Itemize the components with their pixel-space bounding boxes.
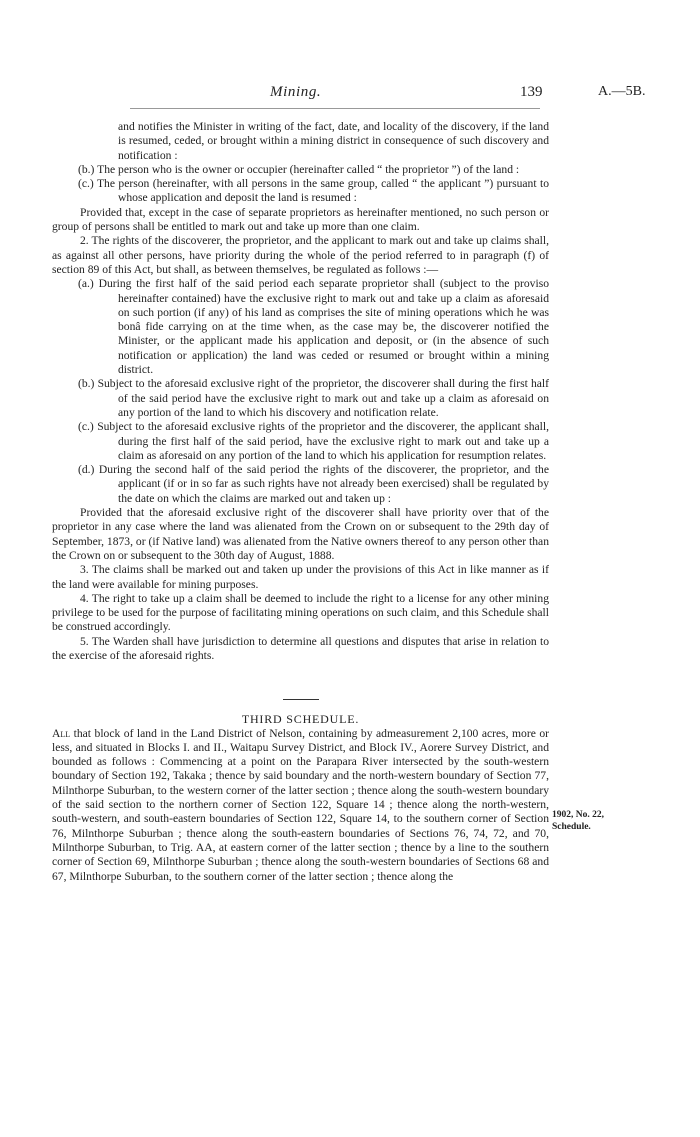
subclause-a: (a.) During the first half of the said period each separate proprietor shall (subject to the proviso hereinafter contained) have the exclusive right to mark out and take up a claim as aforesaid on such portion (if any) of his land as comprises the site of mining operations which he was bonâ fide carrying on at the time when, as the case may be, the discoverer notified the Minister, or the applicant made his application and deposit, or (in the absence of such notification or application) the land was ceded or resumed or brought within a mining district. [78, 277, 549, 377]
subclause-d: (d.) During the second half of the said period the rights of the discoverer, the proprietor, and the applicant (if or in so far as such rights have not already been exercised) shall be regulated by the date on which the claims are marked out and taken up : [78, 463, 549, 505]
margin-note [552, 809, 642, 833]
paragraph-3: 3. The claims shall be marked out and taken up under the provisions of this Act in like manner as if the land were available for mining purposes. [52, 563, 549, 591]
schedule-body-text: that block of land in the Land District of Nelson, containing by admeasurement 2,100 acres, more or less, and situated in Blocks I. and II., Waitapu Survey District, and Block IV., Aorere Survey District, and bounded as follows : Commencing at a point on the Parapara River intersected by the south-western boundary of Section 192, Takaka ; thence by said boundary and the north-western boundary of Section 77, Milnthorpe Suburban, to the western corner of the latter section ; thence along the south-western boundary of the said section to the northern corner of Section 122, Square 14 ; thence along the north-western, south-western, and south-eastern boundaries of Section 122, Square 14, to the southern corner of Section 76, Milnthorpe Suburban ; thence along the south-eastern boundaries of Sections 76, 74, 72, and 70, Milnthorpe Suburban, to Trig. AA, at eastern corner of the latter section ; thence by a line to the southern corner of Section 69, Milnthorpe Suburban ; thence along the south-western boundaries of Sections 68 and 67, Milnthorpe Suburban, to the southern corner of the latter section ; thence along the [52, 726, 549, 883]
paragraph-5: 5. The Warden shall have jurisdiction to determine all questions and disputes that arise in relation to the exercise of the aforesaid rights. [52, 634, 549, 662]
subclause-c: (c.) Subject to the aforesaid exclusive rights of the proprietor and the discoverer, the applicant shall, during the first half of the said period, have the exclusive right to mark out and take up a claim as aforesaid on any portion of the land to which his application for resumption relates. [78, 420, 549, 462]
margin-note-schedule: Schedule. [552, 822, 591, 832]
proviso-paragraph-2: Provided that the aforesaid exclusive right of the discoverer shall have priority over that of the proprietor in any case where the land was alienated from the Crown on or subsequent to the 29th day of September, 1873, or (if Native land) was alienated from the Native owners thereof to any person other than the Crown on or subsequent to the 30th day of August, 1888. [52, 506, 549, 562]
margin-note-act: 1902, No. 22, [552, 810, 604, 820]
third-schedule-paragraph [52, 727, 549, 884]
clause-c: (c.) The person (hereinafter, with all persons in the same group, called “ the applicant ”) pursuant to whose application and deposit the land is resumed : [78, 177, 549, 205]
schedule-lead-word: All [52, 726, 71, 740]
proviso-paragraph: Provided that, except in the case of separate proprietors as hereinafter mentioned, no such person or group of persons shall be entitled to mark out and take up more than one claim. [52, 205, 549, 234]
document-reference: A.—5B. [598, 84, 646, 99]
page-header [0, 84, 700, 106]
header-rule [130, 108, 540, 109]
subclause-b: (b.) Subject to the aforesaid exclusive right of the proprietor, the discoverer shall during the first half of the said period have the exclusive right to mark out and take up a claim as aforesaid on any portion of the land to which his discovery and notification relate. [78, 377, 549, 419]
page-number: 139 [520, 84, 543, 100]
section-divider [283, 699, 319, 700]
paragraph-2: 2. The rights of the discoverer, the proprietor, and the applicant to mark out and take up claims shall, as against all other persons, have priority during the whole of the period referred to in paragraph (f) of section 89 of this Act, but shall, as between themselves, be regulated as follows :— [52, 234, 549, 276]
paragraph-4: 4. The right to take up a claim shall be deemed to include the right to a license for any other mining privilege to be used for the purpose of facilitating mining operations on such claim, and this Schedule shall be construed accordingly. [52, 591, 549, 634]
document-body [52, 120, 549, 884]
third-schedule-heading: THIRD SCHEDULE. [241, 712, 360, 727]
running-title: Mining. [270, 84, 322, 100]
clause-b: (b.) The person who is the owner or occupier (hereinafter called “ the proprietor ”) of the land : [78, 162, 520, 176]
paragraph-continuation: and notifies the Minister in writing of the fact, date, and locality of the discovery, if the land is resumed, ceded, or brought within a mining district in consequence of such discovery and notification : [118, 120, 549, 162]
